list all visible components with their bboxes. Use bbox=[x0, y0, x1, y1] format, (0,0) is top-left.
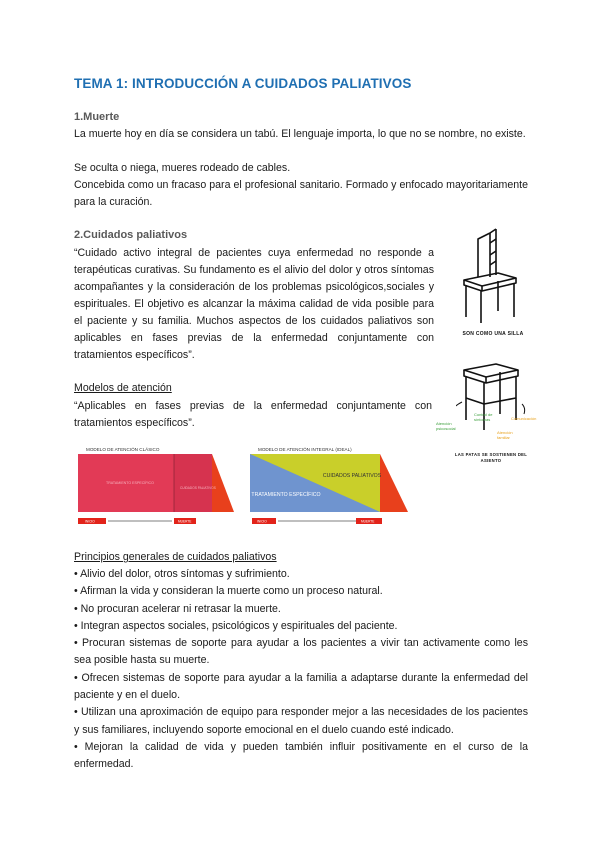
classic-end-label: MUERTE bbox=[178, 519, 192, 524]
leg-label-3: Atención familiar bbox=[497, 430, 513, 440]
classic-end-wedge bbox=[212, 454, 234, 512]
classic-main-label: TRATAMIENTO ESPECÍFICO bbox=[106, 481, 154, 485]
classic-model-title: MODELO DE ATENCIÓN CLÁSICO bbox=[86, 447, 160, 452]
principle-item: • Alivio del dolor, otros síntomas y sufrimiento. bbox=[74, 568, 290, 580]
principle-item: • Procuran sistemas de soporte para ayudar a los pacientes a vivir tan activamente como les sea posible hasta su muerte. bbox=[74, 637, 528, 667]
integral-start-label: INICIO bbox=[257, 519, 267, 524]
principle-item: • Afirman la vida y consideran la muerte como un proceso natural. bbox=[74, 585, 383, 598]
classic-side-label: CUIDADOS PALIATIVOS bbox=[180, 486, 216, 490]
muerte-paragraph-1: La muerte hoy en día se considera un tabú. El lenguaje importa, lo que no se nombre, no existe. bbox=[74, 128, 526, 140]
chair-illustration bbox=[450, 225, 530, 325]
integral-model-diagram bbox=[248, 444, 414, 528]
leg-label-1: Atención psicosocial bbox=[436, 421, 456, 431]
cuidados-definition: “Cuidado activo integral de pacientes cuya enfermedad no responde a terapéuticas curativas. Su fundamento es el alivio del dolor y otros síntomas acompañantes y la consideración de los problemas psicológicos,sociales y espirituales. El objetivo es alcanzar la máxima calidad de vida posible para el paciente y su familia. Muchos aspectos de los cuidados paliativos son aplicables en fases previas de la enfermedad conjuntamente con tratamientos específicos”. bbox=[74, 247, 434, 361]
integral-upper-label: CUIDADOS PALIATIVOS bbox=[322, 473, 382, 479]
principle-item: • Utilizan una aproximación de equipo para responder mejor a las necesidades de los pacientes y sus familiares, incluyendo soporte emocional en el duelo cuando esté indicado. bbox=[74, 706, 528, 736]
principle-item: • Mejoran la calidad de vida y pueden también influir positivamente en el curso de la enfermedad. bbox=[74, 740, 528, 771]
principle-item: • Ofrecen sistemas de soporte para ayudar a la familia a adaptarse durante la enfermedad del paciente y en el duelo. bbox=[74, 671, 528, 702]
integral-lower-label: TRATAMIENTO ESPECÍFICO bbox=[251, 492, 321, 498]
page-title: TEMA 1: INTRODUCCIÓN A CUIDADOS PALIATIVOS bbox=[74, 76, 412, 91]
principle-item: • No procuran acelerar ni retrasar la muerte. bbox=[74, 602, 281, 615]
muerte-paragraph-3: Concebida como un fracaso para el profesional sanitario. Formado y enfocado mayoritariamente para la curación. bbox=[74, 179, 528, 208]
principle-item: • Integran aspectos sociales, psicológicos y espirituales del paciente. bbox=[74, 619, 398, 632]
section-heading-muerte: 1.Muerte bbox=[74, 111, 120, 123]
principios-heading: Principios generales de cuidados paliativos bbox=[74, 551, 277, 563]
classic-palliative-block bbox=[174, 454, 212, 512]
classic-model-diagram bbox=[76, 444, 236, 528]
classic-start-label: INICIO bbox=[85, 519, 95, 524]
modelos-quote: “Aplicables en fases previas de la enfermedad conjuntamente con tratamientos específicos”. bbox=[74, 400, 432, 429]
modelos-heading: Modelos de atención bbox=[74, 382, 172, 394]
integral-model-title: MODELO DE ATENCIÓN INTEGRAL (IDEAL) bbox=[258, 447, 352, 452]
chair-caption-2: LAS PATAS SE SOSTIENEN DEL ASIENTO bbox=[454, 452, 528, 463]
integral-end-wedge bbox=[380, 454, 408, 512]
leg-label-4: Comunicación bbox=[511, 416, 537, 421]
muerte-paragraph-2: Se oculta o niega, mueres rodeado de cables. bbox=[74, 162, 291, 174]
section-heading-cuidados: 2.Cuidados paliativos bbox=[74, 229, 188, 241]
leg-label-2: Control de síntomas bbox=[474, 412, 493, 422]
principios-list bbox=[74, 566, 528, 774]
integral-end-label: MUERTE bbox=[361, 519, 375, 524]
chair-caption-1: SON COMO UNA SILLA bbox=[462, 331, 524, 337]
